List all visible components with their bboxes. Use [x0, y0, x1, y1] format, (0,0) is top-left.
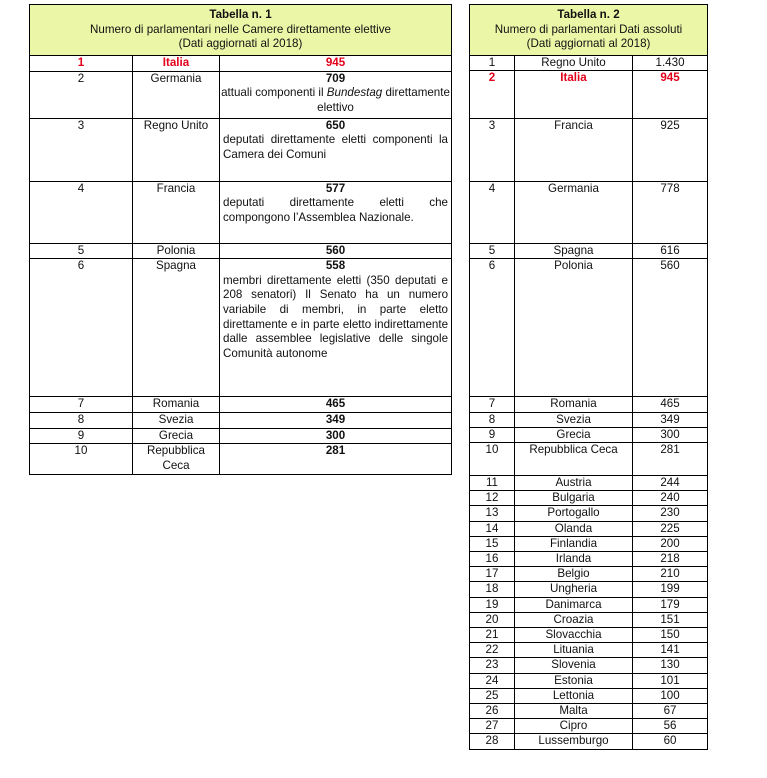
rank-cell: 20: [470, 612, 515, 627]
country-cell: Lituania: [515, 643, 633, 658]
rank-cell: 28: [470, 734, 515, 749]
table-row: [470, 119, 708, 182]
rank-cell: 17: [470, 567, 515, 582]
table-row: [30, 413, 452, 429]
country-cell: Lettonia: [515, 688, 633, 703]
note-text-end: direttamente elettivo: [317, 86, 450, 114]
table-row: [470, 673, 708, 688]
country-cell: Malta: [515, 704, 633, 719]
country-cell: Belgio: [515, 567, 633, 582]
rank-cell: 2: [30, 71, 133, 118]
value-number: 558: [325, 259, 346, 273]
table-row: [470, 597, 708, 612]
country-cell: Italia: [515, 71, 633, 119]
value-cell: 67: [633, 704, 708, 719]
rank-cell: 4: [470, 182, 515, 244]
country-cell: Croazia: [515, 612, 633, 627]
table-row: [470, 582, 708, 597]
rank-cell: 5: [470, 244, 515, 259]
rank-cell: 14: [470, 521, 515, 536]
rank-cell: 16: [470, 552, 515, 567]
value-cell: 151: [633, 612, 708, 627]
table-row: [470, 182, 708, 244]
rank-cell: 25: [470, 688, 515, 703]
value-note: [220, 133, 451, 162]
table-parliamentarians-absolute: [469, 4, 708, 750]
table-row: [470, 244, 708, 259]
rank-cell: 12: [470, 491, 515, 506]
note-text: membri direttamente eletti (350 deputati e 208 senatori) Il Senato ha un numero variabile di membri, in parte eletto direttamente e in parte eletto indirettamente dalle assemblee legislative delle singole Comunità autonome: [223, 273, 449, 360]
rank-cell: 2: [470, 71, 515, 119]
table-row: [30, 181, 452, 243]
country-cell: Danimarca: [515, 597, 633, 612]
country-cell: Portogallo: [515, 506, 633, 521]
rank-cell: 23: [470, 658, 515, 673]
table-row: [470, 397, 708, 412]
value-cell: 240: [633, 491, 708, 506]
table-row: [470, 491, 708, 506]
table-row: [30, 118, 452, 181]
rank-cell: 6: [30, 259, 133, 397]
table-row: [470, 521, 708, 536]
table-row: [470, 476, 708, 491]
value-cell: 225: [633, 521, 708, 536]
value-cell: 101: [633, 673, 708, 688]
country-cell: Lussemburgo: [515, 734, 633, 749]
value-cell: 150: [633, 628, 708, 643]
table2-subtitle: Numero di parlamentari Dati assoluti: [494, 22, 683, 36]
note-text: deputati direttamente eletti componenti la Camera dei Comuni: [223, 133, 449, 161]
rank-cell: 7: [470, 397, 515, 412]
table2-title: Tabella n. 2: [557, 8, 620, 22]
table1-subtitle: Numero di parlamentari nelle Camere direttamente elettive: [90, 22, 391, 36]
value-number: 650: [325, 118, 346, 132]
note-text: attuali componenti il: [221, 86, 327, 100]
value-cell: 349: [633, 412, 708, 427]
value-cell: 60: [633, 734, 708, 749]
country-cell: Svezia: [515, 412, 633, 427]
country-cell: Olanda: [515, 521, 633, 536]
table-row: [470, 643, 708, 658]
table-row: [470, 688, 708, 703]
rank-cell: 9: [30, 428, 133, 444]
value-cell: [220, 428, 452, 444]
table-row: [30, 428, 452, 444]
value-cell: [220, 181, 452, 243]
country-cell: Regno Unito: [133, 118, 220, 181]
country-cell: Irlanda: [515, 552, 633, 567]
note-text: deputati direttamente eletti che compongono l’Assemblea Nazionale.: [223, 196, 449, 224]
rank-cell: 4: [30, 181, 133, 243]
rank-cell: 15: [470, 536, 515, 551]
table-row: [30, 444, 452, 475]
table-row: [470, 628, 708, 643]
country-cell: Ungheria: [515, 582, 633, 597]
rank-cell: 18: [470, 582, 515, 597]
value-cell: 1.430: [633, 56, 708, 71]
value-cell: 100: [633, 688, 708, 703]
country-cell: Francia: [133, 181, 220, 243]
table-row: [470, 506, 708, 521]
rank-cell: 3: [30, 118, 133, 181]
country-cell: Grecia: [133, 428, 220, 444]
value-number: 349: [325, 413, 346, 427]
value-note: [220, 274, 451, 362]
table-row: [470, 56, 708, 71]
value-cell: 199: [633, 582, 708, 597]
rank-cell: 1: [470, 56, 515, 71]
value-cell: 281: [633, 443, 708, 476]
rank-cell: 26: [470, 704, 515, 719]
country-cell: Francia: [515, 119, 633, 182]
table2-date-note: (Dati aggiornati al 2018): [526, 37, 651, 51]
value-cell: 560: [633, 259, 708, 397]
note-emphasis: Bundestag: [326, 86, 383, 100]
value-number: 577: [325, 181, 346, 195]
table-row: [470, 443, 708, 476]
table-row: [470, 536, 708, 551]
rank-cell: 3: [470, 119, 515, 182]
value-cell: 925: [633, 119, 708, 182]
country-cell: Italia: [133, 56, 220, 72]
country-cell: Slovenia: [515, 658, 633, 673]
value-number: 709: [325, 71, 346, 85]
value-number: 945: [325, 56, 346, 69]
country-cell: Germania: [133, 71, 220, 118]
table-row: [470, 71, 708, 119]
value-cell: 244: [633, 476, 708, 491]
table-row: [470, 719, 708, 734]
country-cell: Svezia: [133, 413, 220, 429]
country-cell: Finlandia: [515, 536, 633, 551]
rank-cell: 6: [470, 259, 515, 397]
value-cell: [220, 243, 452, 259]
table-row: [470, 259, 708, 397]
table-row: [30, 71, 452, 118]
value-number: 300: [325, 428, 346, 442]
value-note: [220, 196, 451, 225]
value-cell: [220, 397, 452, 413]
table-row: [470, 658, 708, 673]
rank-cell: 27: [470, 719, 515, 734]
country-cell: Estonia: [515, 673, 633, 688]
value-cell: [220, 259, 452, 397]
value-cell: 218: [633, 552, 708, 567]
table-row: [470, 412, 708, 427]
country-cell: Polonia: [515, 259, 633, 397]
value-number: 465: [325, 397, 346, 411]
table2-header: [470, 5, 708, 56]
table-row: [30, 243, 452, 259]
country-cell: Cipro: [515, 719, 633, 734]
value-cell: [220, 413, 452, 429]
value-cell: 616: [633, 244, 708, 259]
table-row: [30, 56, 452, 72]
value-cell: 141: [633, 643, 708, 658]
table-row: [470, 567, 708, 582]
value-cell: [220, 444, 452, 475]
rank-cell: 8: [30, 413, 133, 429]
country-cell: Romania: [515, 397, 633, 412]
country-cell: Regno Unito: [515, 56, 633, 71]
value-number: 560: [325, 243, 346, 257]
country-cell: Repubblica Ceca: [515, 443, 633, 476]
value-cell: 300: [633, 427, 708, 442]
table-row: [30, 397, 452, 413]
rank-cell: 7: [30, 397, 133, 413]
country-cell: Grecia: [515, 427, 633, 442]
rank-cell: 24: [470, 673, 515, 688]
value-number: 281: [325, 444, 346, 458]
rank-cell: 5: [30, 243, 133, 259]
value-note: [220, 86, 451, 115]
value-cell: 179: [633, 597, 708, 612]
country-cell: Romania: [133, 397, 220, 413]
table-row: [470, 734, 708, 749]
value-cell: 945: [633, 71, 708, 119]
value-cell: 465: [633, 397, 708, 412]
table-row: [470, 704, 708, 719]
table-row: [470, 427, 708, 442]
country-cell: Slovacchia: [515, 628, 633, 643]
rank-cell: 13: [470, 506, 515, 521]
rank-cell: 11: [470, 476, 515, 491]
rank-cell: 19: [470, 597, 515, 612]
rank-cell: 21: [470, 628, 515, 643]
rank-cell: 1: [30, 56, 133, 72]
rank-cell: 8: [470, 412, 515, 427]
table1-title: Tabella n. 1: [209, 8, 272, 22]
value-cell: [220, 118, 452, 181]
country-cell: Spagna: [133, 259, 220, 397]
value-cell: 210: [633, 567, 708, 582]
country-cell: Repubblica Ceca: [133, 444, 220, 475]
table1-date-note: (Dati aggiornati al 2018): [178, 37, 303, 51]
country-cell: Austria: [515, 476, 633, 491]
country-cell: Spagna: [515, 244, 633, 259]
table-row: [30, 259, 452, 397]
table-row: [470, 612, 708, 627]
value-cell: 200: [633, 536, 708, 551]
rank-cell: 10: [470, 443, 515, 476]
rank-cell: 10: [30, 444, 133, 475]
value-cell: 778: [633, 182, 708, 244]
value-cell: [220, 56, 452, 72]
value-cell: 56: [633, 719, 708, 734]
table-parliamentarians-elective: [29, 4, 452, 475]
rank-cell: 22: [470, 643, 515, 658]
value-cell: 130: [633, 658, 708, 673]
table1-header: [30, 5, 452, 56]
table-row: [470, 552, 708, 567]
country-cell: Germania: [515, 182, 633, 244]
value-cell: [220, 71, 452, 118]
rank-cell: 9: [470, 427, 515, 442]
country-cell: Bulgaria: [515, 491, 633, 506]
country-cell: Polonia: [133, 243, 220, 259]
value-cell: 230: [633, 506, 708, 521]
